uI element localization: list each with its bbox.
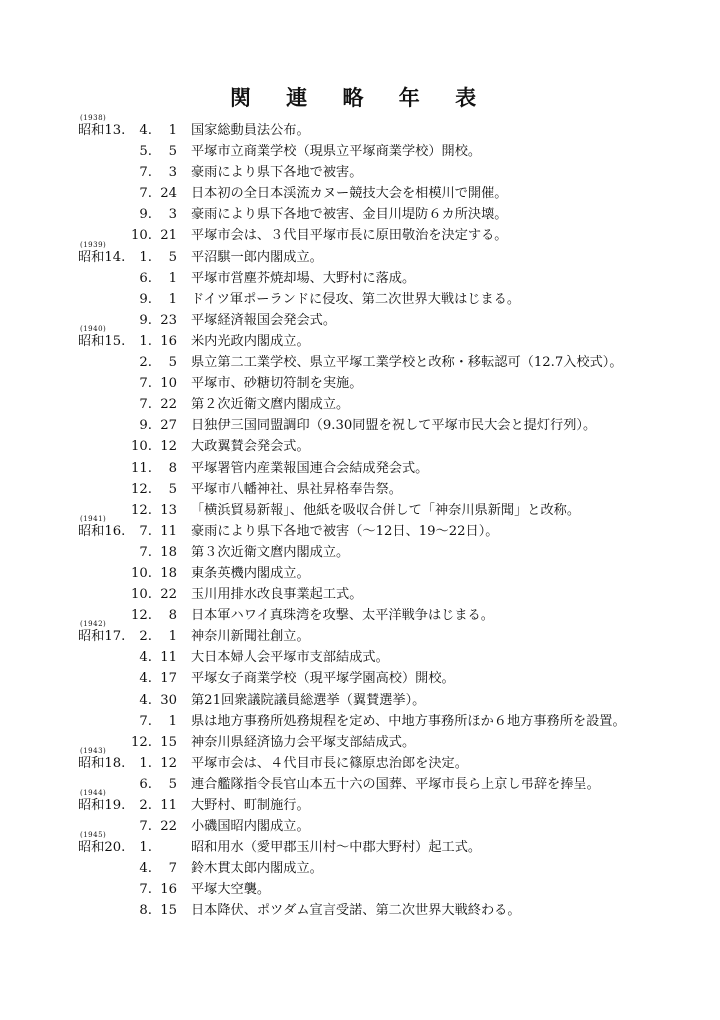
month: 10. [131,587,152,603]
month: 12. [131,608,152,624]
day: 15 [160,734,177,750]
event-description: 県は地方事務所処務規程を定め、中地方事務所ほか６地方事務所を設置。 [191,713,626,729]
chronology-row [0,858,720,879]
day: 17 [160,671,177,687]
event-description: 日独伊三国同盟調印（9.30同盟を祝して平塚市民大会と提灯行列）。 [191,418,597,434]
event-description: 平塚大空襲。 [191,882,271,898]
event-description: 平塚市八幡神社、県社昇格奉告祭。 [191,481,402,497]
chronology-row [0,746,720,774]
day: 5 [168,355,177,371]
event-description: 連合艦隊指令長官山本五十六の国葬、平塚市長ら上京し弔辞を捧呈。 [191,776,600,792]
month: 7. [139,882,152,898]
chronology-row [0,732,720,753]
chronology-row [0,690,720,711]
chronology-row [0,542,720,563]
month: 1. [139,249,152,265]
chronology-row [0,310,720,331]
chronology-row [0,415,720,436]
chronology-row [0,500,720,521]
event-description: 玉川用排水改良事業起工式。 [191,587,363,603]
day: 10 [160,376,177,392]
event-description: 第３次近衛文麿内閣成立。 [191,544,350,560]
day: 18 [160,544,177,560]
month: 12. [131,481,152,497]
event-description: 第２次近衛文麿内閣成立。 [191,397,350,413]
day: 11 [160,798,177,813]
event-description: 東条英機内閣成立。 [191,565,310,581]
month: 2. [139,355,152,371]
event-description: 昭和用水（愛甲郡玉川村～中郡大野村）起工式。 [191,840,482,856]
day: 5 [168,481,177,497]
event-description: 小磯国昭内閣成立。 [191,819,310,835]
chronology-row [0,114,720,141]
event-description: 大日本婦人会平塚市支部結成式。 [191,650,389,666]
western-year-note: (1942) [80,620,107,629]
chronology-row [0,620,720,647]
month: 6. [139,776,152,792]
event-description: 日本軍ハワイ真珠湾を攻撃、太平洋戦争はじまる。 [191,608,494,624]
month: 9. [139,312,152,328]
month: 7. [139,713,152,729]
chronology-row [0,668,720,689]
day: 22 [160,397,177,413]
day: 18 [160,565,177,581]
era-year: 昭和15. [78,333,126,349]
chronology-row [0,879,720,900]
era-year: 昭和16. [78,523,126,539]
western-year-note: (1939) [80,240,107,249]
day: 8 [168,608,177,624]
western-year-note: (1945) [80,831,107,840]
event-description: 「横浜貿易新報」、他紙を吸収合併して「神奈川県新聞」と改称。 [191,502,581,518]
day: 12 [160,755,177,771]
chronology-row [0,183,720,204]
event-description: 米内光政内閣成立。 [191,333,310,349]
chronology-row [0,240,720,268]
day: 3 [168,207,177,223]
month: 7. [139,819,152,835]
month: 12. [131,502,152,518]
month: 2. [139,629,152,645]
event-description: 大野村、町制施行。 [191,798,310,813]
day: 16 [160,882,177,898]
day: 21 [160,228,177,244]
month: 7. [139,523,152,539]
month: 4. [139,671,152,687]
event-description: 平塚市営塵芥焼却場、大野村に落成。 [191,270,416,286]
month: 11. [131,460,152,476]
month: 10. [131,228,152,244]
month: 9. [139,418,152,434]
event-description: 豪雨により県下各地で被害。 [191,165,363,181]
day: 3 [168,165,177,181]
chronology-row [0,162,720,183]
chronology-row [0,563,720,584]
page-title: 関 連 略 年 表 [229,86,491,110]
day: 8 [168,460,177,476]
chronology-row [0,458,720,479]
month: 10. [131,439,152,455]
month: 4. [139,861,152,877]
western-year-note: (1944) [80,789,107,797]
day: 1 [168,629,177,645]
month: 10. [131,565,152,581]
chronology-row [0,584,720,605]
western-year-note: (1943) [80,746,107,755]
day: 1 [168,713,177,729]
day: 1 [168,291,177,307]
month: 6. [139,270,152,286]
day: 16 [160,333,177,349]
chronology-row [0,774,720,795]
month: 9. [139,291,152,307]
month: 2. [139,798,152,813]
western-year-note: (1941) [80,514,107,523]
event-description: ドイツ軍ポーランドに侵攻、第二次世界大戦はじまる。 [191,291,521,307]
event-description: 鈴木貫太郎内閣成立。 [191,861,323,877]
month: 7. [139,397,152,413]
western-year-note: (1938) [80,114,107,122]
chronology-row [0,289,720,310]
day: 22 [160,587,177,603]
event-description: 神奈川県経済協力会平塚支部結成式。 [191,734,416,750]
event-description: 国家総動員法公布。 [191,123,310,138]
month: 1. [139,840,152,856]
event-description: 平塚経済報国会発会式。 [191,312,337,328]
chronology-row [0,816,720,840]
chronology-row [0,324,720,352]
chronology-row [0,605,720,629]
chronology-row [0,352,720,373]
event-description: 日本降伏、ポツダム宣言受諾、第二次世界大戦終わる。 [191,903,521,919]
chronology-row [0,647,720,668]
chronology-row [0,900,720,921]
day: 13 [160,502,177,518]
event-description: 豪雨により県下各地で被害（～12日、19～22日）。 [191,523,499,539]
day: 5 [168,249,177,265]
month: 4. [139,650,152,666]
month: 7. [139,186,152,202]
day: 11 [160,523,177,539]
chronology-row [0,479,720,500]
era-year: 昭和13. [78,123,126,138]
month: 7. [139,544,152,560]
month: 1. [139,333,152,349]
era-year: 昭和20. [78,840,126,856]
event-description: 大政翼賛会発会式。 [191,439,310,455]
day: 15 [160,903,177,919]
month: 8. [139,903,152,919]
chronology-row [0,831,720,858]
month: 5. [139,144,152,160]
era-year: 昭和14. [78,249,126,265]
day: 12 [160,439,177,455]
day: 27 [160,418,177,434]
day: 1 [168,270,177,286]
chronology-row [0,225,720,246]
month: 4. [139,692,152,708]
day: 30 [160,692,177,708]
event-description: 平塚市会は、３代目平塚市長に原田敬治を決定する。 [191,228,508,244]
event-description: 県立第二工業学校、県立平塚工業学校と改称・移転認可（12.7入校式）。 [191,355,623,371]
event-description: 神奈川新聞社創立。 [191,629,310,645]
chronology-row [0,436,720,457]
event-description: 平塚市立商業学校（現県立平塚商業学校）開校。 [191,144,482,160]
month: 4. [139,123,152,138]
event-description: 第21回衆議院議員総選挙（翼賛選挙）。 [191,692,426,708]
day: 5 [168,776,177,792]
chronology-row [0,141,720,162]
day: 22 [160,819,177,835]
chronology-row [0,394,720,415]
event-description: 平塚署管内産業報国連合会結成発会式。 [191,460,429,476]
era-year: 昭和19. [78,798,126,813]
month: 7. [139,165,152,181]
day: 11 [160,650,177,666]
event-description: 平塚女子商業学校（現平塚学園高校）開校。 [191,671,455,687]
event-description: 平塚市会は、４代目市長に篠原忠治郎を決定。 [191,755,468,771]
event-description: 豪雨により県下各地で被害、金目川堤防６カ所決壊。 [191,207,508,223]
month: 7. [139,376,152,392]
chronology-row [0,204,720,225]
day: 5 [168,144,177,160]
day: 24 [160,186,177,202]
chronology-row [0,514,720,542]
day: 23 [160,312,177,328]
day: 7 [168,861,177,877]
western-year-note: (1940) [80,324,107,333]
month: 12. [131,734,152,750]
event-description: 日本初の全日本渓流カヌー競技大会を相模川で開催。 [191,186,508,202]
era-year: 昭和18. [78,755,126,771]
chronology-row [0,789,720,816]
event-description: 平塚市、砂糖切符制を実施。 [191,376,363,392]
month: 1. [139,755,152,771]
chronology-row [0,373,720,394]
month: 9. [139,207,152,223]
day: 1 [168,123,177,138]
chronology-row [0,268,720,289]
event-description: 平沼騏一郎内閣成立。 [191,249,323,265]
chronology-list [0,114,720,922]
chronology-row [0,711,720,732]
era-year: 昭和17. [78,629,126,645]
